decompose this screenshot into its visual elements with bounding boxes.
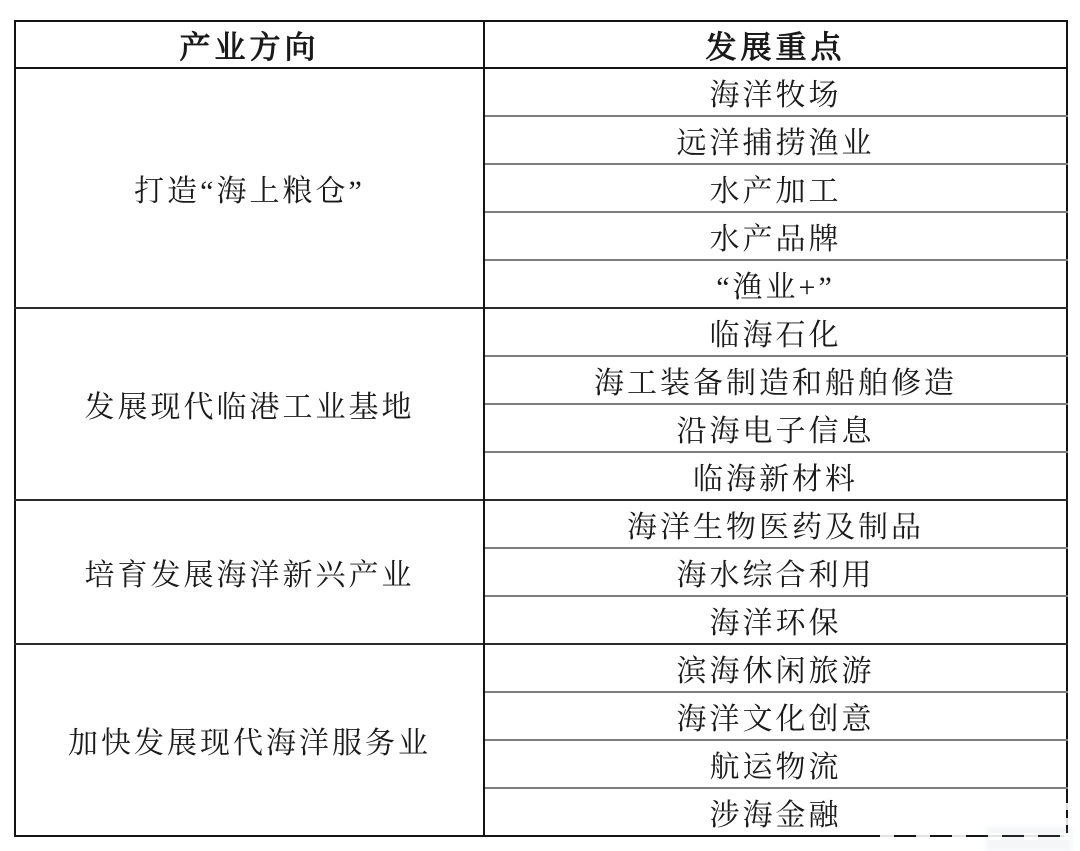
item-cell: 滨海休闲旅游	[484, 644, 1067, 692]
category-cell: 发展现代临港工业基地	[15, 308, 484, 500]
item-cell: 水产品牌	[484, 212, 1067, 260]
item-cell: 水产加工	[484, 164, 1067, 212]
category-cell: 打造“海上粮仓”	[15, 68, 484, 308]
table-row	[15, 500, 1067, 548]
column-header-development-focus: 发展重点	[484, 21, 1067, 68]
header-row	[15, 21, 1067, 68]
industry-table	[14, 20, 1068, 837]
item-cell: 海洋生物医药及制品	[484, 500, 1067, 548]
table-row	[15, 68, 1067, 116]
item-cell: 沿海电子信息	[484, 404, 1067, 452]
item-cell: 临海新材料	[484, 452, 1067, 500]
category-cell: 加快发展现代海洋服务业	[15, 644, 484, 836]
item-cell: “渔业+”	[484, 260, 1067, 308]
column-header-industry-direction: 产业方向	[15, 21, 484, 68]
item-cell: 海洋环保	[484, 596, 1067, 644]
table-row	[15, 308, 1067, 356]
category-cell: 培育发展海洋新兴产业	[15, 500, 484, 644]
item-cell: 航运物流	[484, 740, 1067, 788]
item-cell: 海洋牧场	[484, 68, 1067, 116]
industry-table-container	[14, 20, 1068, 837]
item-cell: 远洋捕捞渔业	[484, 116, 1067, 164]
item-cell: 海洋文化创意	[484, 692, 1067, 740]
item-cell: 海工装备制造和船舶修造	[484, 356, 1067, 404]
item-cell: 涉海金融	[484, 788, 1067, 836]
table-row	[15, 644, 1067, 692]
item-cell: 海水综合利用	[484, 548, 1067, 596]
item-cell: 临海石化	[484, 308, 1067, 356]
